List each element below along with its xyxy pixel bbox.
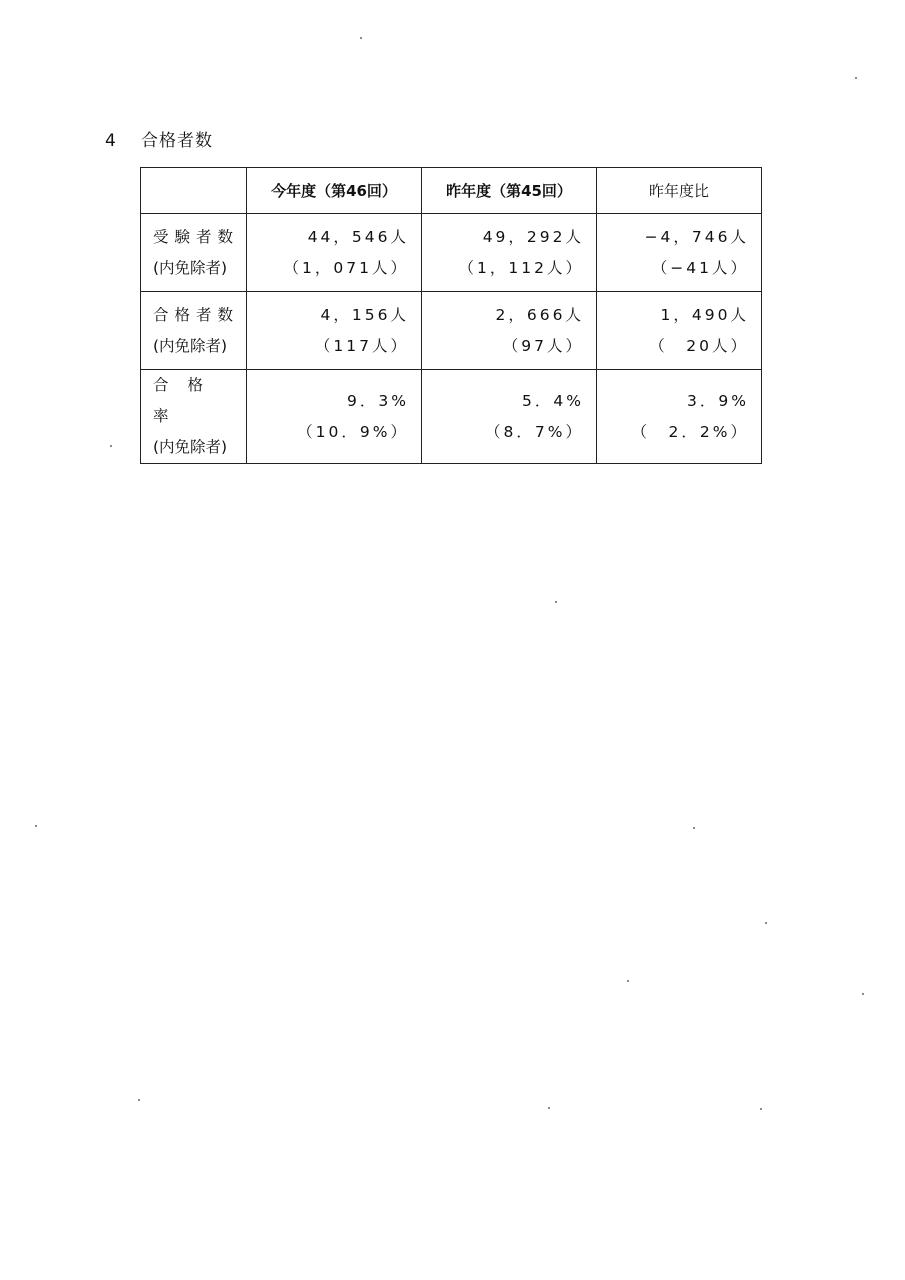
scan-speck — [760, 1108, 762, 1110]
scan-speck — [35, 825, 37, 827]
scan-speck — [627, 980, 629, 982]
value-cell — [422, 214, 597, 292]
scan-speck — [548, 1107, 550, 1109]
header-empty — [141, 168, 247, 214]
value-cell — [597, 370, 762, 464]
value-cell — [597, 214, 762, 292]
value-sub: （ 20人） — [649, 336, 749, 355]
value-cell — [422, 292, 597, 370]
scan-speck — [138, 1099, 140, 1101]
value-sub: （1，071人） — [283, 258, 409, 277]
value-sub: （97人） — [502, 336, 584, 355]
value-cell — [247, 370, 422, 464]
table-row — [141, 214, 762, 292]
header-last-year: 昨年度（第45回） — [422, 168, 597, 214]
scan-speck — [862, 993, 864, 995]
header-this-year: 今年度（第46回） — [247, 168, 422, 214]
table-row — [141, 292, 762, 370]
value-main: 44，546人 — [307, 227, 409, 246]
scan-speck — [555, 601, 557, 603]
scan-speck — [765, 922, 767, 924]
header-comparison: 昨年度比 — [597, 168, 762, 214]
value-main: 2，666人 — [495, 305, 584, 324]
value-main: 49，292人 — [482, 227, 584, 246]
row-label-cell — [141, 292, 247, 370]
row-label: 受験者数 — [153, 227, 240, 246]
value-sub: （8．7%） — [485, 422, 584, 441]
scan-speck — [360, 37, 362, 39]
row-label-cell — [141, 370, 247, 464]
row-label: 合格者数 — [153, 305, 240, 324]
row-sublabel: (内免除者) — [153, 258, 228, 277]
value-sub: （117人） — [314, 336, 409, 355]
value-sub: （ 2．2%） — [631, 422, 749, 441]
scan-speck — [110, 445, 112, 447]
row-label-cell — [141, 214, 247, 292]
value-cell — [422, 370, 597, 464]
value-main: 5．4% — [522, 391, 584, 410]
row-sublabel: (内免除者) — [153, 336, 228, 355]
row-sublabel: (内免除者) — [153, 438, 228, 456]
value-main: 4，156人 — [320, 305, 409, 324]
value-sub: （1，112人） — [458, 258, 584, 277]
value-sub: （−41人） — [651, 258, 749, 277]
value-cell — [247, 292, 422, 370]
value-main: 9．3% — [347, 391, 409, 410]
pass-count-table — [140, 167, 762, 464]
value-main: 1，490人 — [660, 305, 749, 324]
value-cell — [247, 214, 422, 292]
value-main: −4，746人 — [644, 227, 749, 246]
section-number: 4 — [105, 131, 117, 151]
section-title: 合格者数 — [141, 131, 213, 151]
scan-speck — [693, 827, 695, 829]
section-heading — [105, 126, 213, 151]
scan-speck — [855, 77, 857, 79]
value-sub: （10．9%） — [297, 422, 409, 441]
row-label: 合格率 — [153, 376, 223, 425]
table-header-row — [141, 168, 762, 214]
value-cell — [597, 292, 762, 370]
value-main: 3．9% — [687, 391, 749, 410]
table-row — [141, 370, 762, 464]
